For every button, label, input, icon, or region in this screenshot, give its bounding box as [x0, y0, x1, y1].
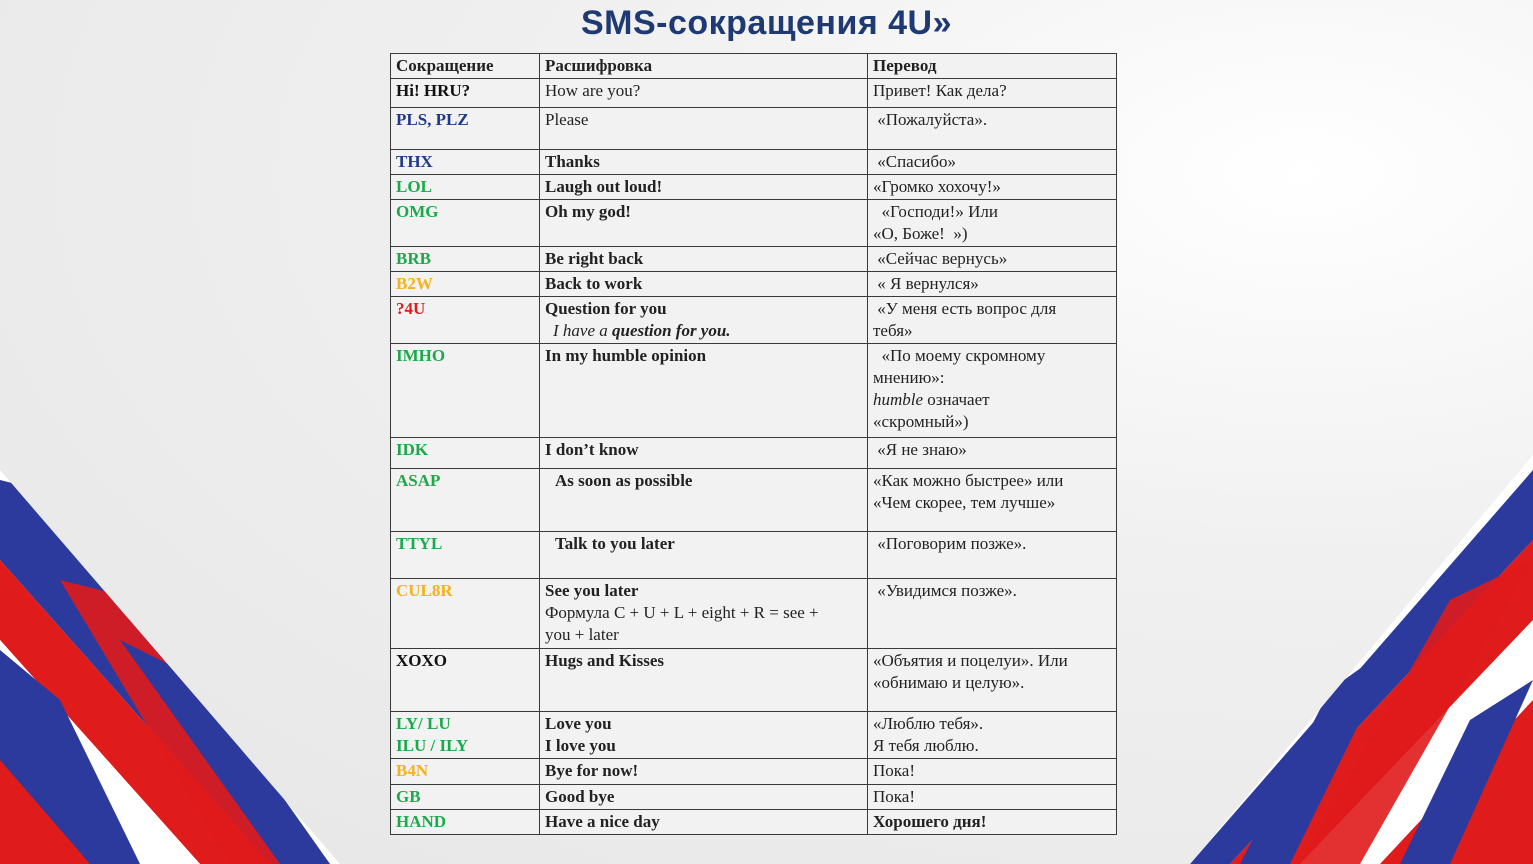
expansion-text-line2: I love you	[545, 736, 616, 755]
expansion-cell	[540, 438, 868, 469]
expansion-text-line2: Формула C + U + L + eight + R = see +	[545, 603, 819, 622]
expansion-cell	[540, 297, 868, 344]
translation-cell	[868, 200, 1117, 247]
translation-text: «Спасибо»	[873, 152, 957, 171]
abbreviation-text: THX	[396, 152, 433, 171]
table-row	[391, 297, 1117, 344]
expansion-cell	[540, 759, 868, 785]
abbreviation-cell	[391, 810, 540, 835]
expansion-text: Oh my god!	[545, 202, 631, 221]
translation-cell	[868, 150, 1117, 175]
translation-text: Хорошего дня!	[873, 812, 987, 831]
page-title: SMS-сокращения 4U»	[580, 4, 953, 42]
abbreviation-cell	[391, 532, 540, 579]
sms-abbreviations-table	[390, 53, 1117, 835]
expansion-text: Good bye	[545, 787, 615, 806]
translation-cell	[868, 297, 1117, 344]
table-row	[391, 79, 1117, 108]
translation-italic-word: humble	[873, 390, 924, 409]
header-abbreviation: Сокращение	[391, 54, 540, 79]
abbreviation-text: IDK	[396, 440, 429, 459]
abbreviation-cell	[391, 247, 540, 272]
translation-text: Пока!	[873, 761, 915, 780]
translation-text: «Господи!» Или	[873, 202, 998, 221]
expansion-cell	[540, 79, 868, 108]
expansion-text: In my humble opinion	[545, 346, 707, 365]
translation-cell	[868, 272, 1117, 297]
expansion-cell	[540, 150, 868, 175]
expansion-text: Question for you	[545, 299, 667, 318]
translation-text: « Я вернулся»	[873, 274, 979, 293]
table-row	[391, 200, 1117, 247]
translation-cell	[868, 759, 1117, 785]
abbreviation-text: HAND	[396, 812, 447, 831]
expansion-cell	[540, 175, 868, 200]
translation-text-line2: «Чем скорее, тем лучше»	[873, 493, 1056, 512]
translation-text: «Пожалуйста».	[873, 110, 988, 129]
translation-text-line2: Я тебя люблю.	[873, 736, 979, 755]
translation-cell	[868, 649, 1117, 712]
translation-text: «Люблю тебя».	[873, 714, 984, 733]
translation-text: «Объятия и поцелуи». Или	[873, 651, 1068, 670]
abbreviation-text: B2W	[396, 274, 433, 293]
abbreviation-cell	[391, 712, 540, 759]
expansion-cell	[540, 532, 868, 579]
expansion-cell	[540, 469, 868, 532]
abbreviation-text: B4N	[396, 761, 429, 780]
abbreviation-cell	[391, 297, 540, 344]
abbreviation-cell	[391, 79, 540, 108]
translation-cell	[868, 108, 1117, 150]
translation-text-rest: означает	[923, 390, 990, 409]
expansion-cell	[540, 247, 868, 272]
translation-text-line2: «О, Боже! »)	[873, 224, 968, 243]
table-row	[391, 712, 1117, 759]
expansion-example	[545, 320, 862, 342]
expansion-text-line3: you + later	[545, 625, 619, 644]
expansion-text: Love you	[545, 714, 612, 733]
translation-cell	[868, 438, 1117, 469]
expansion-text: As soon as possible	[555, 471, 693, 490]
abbreviation-text: CUL8R	[396, 581, 453, 600]
expansion-text: Be right back	[545, 249, 644, 268]
translation-text-line3	[873, 389, 1111, 411]
expansion-text: Laugh out loud!	[545, 177, 663, 196]
expansion-text: Hugs and Kisses	[545, 651, 665, 670]
table-row	[391, 810, 1117, 835]
abbreviation-text: IMHO	[396, 346, 446, 365]
abbreviation-cell	[391, 759, 540, 785]
translation-text: «Как можно быстрее» или	[873, 471, 1064, 490]
expansion-text: Back to work	[545, 274, 643, 293]
translation-text: «Поговорим позже».	[873, 534, 1027, 553]
expansion-cell	[540, 579, 868, 649]
table-row	[391, 532, 1117, 579]
translation-text-line4: «скромный»)	[873, 412, 969, 431]
expansion-cell	[540, 108, 868, 150]
table-row	[391, 759, 1117, 785]
table-row	[391, 150, 1117, 175]
table-row	[391, 469, 1117, 532]
abbreviation-cell	[391, 579, 540, 649]
translation-text: Привет! Как дела?	[873, 81, 1007, 100]
expansion-text: Talk to you later	[555, 534, 675, 553]
translation-cell	[868, 79, 1117, 108]
abbreviation-text: ?4U	[396, 299, 426, 318]
expansion-text: Thanks	[545, 152, 600, 171]
abbreviation-text: XOXO	[396, 651, 447, 670]
expansion-cell	[540, 344, 868, 438]
header-translation: Перевод	[868, 54, 1117, 79]
expansion-cell	[540, 810, 868, 835]
translation-cell	[868, 810, 1117, 835]
translation-text: «По моему скромному	[873, 346, 1046, 365]
abbreviation-cell	[391, 200, 540, 247]
translation-cell	[868, 247, 1117, 272]
table-row	[391, 785, 1117, 810]
abbreviation-text-alt: ILU / ILY	[396, 736, 469, 755]
expansion-text: Please	[545, 110, 589, 129]
translation-text-line2: мнению»:	[873, 368, 945, 387]
table-row	[391, 649, 1117, 712]
expansion-text: I don’t know	[545, 440, 639, 459]
expansion-example-prefix: I have a	[553, 321, 613, 340]
expansion-text: See you later	[545, 581, 639, 600]
table-row	[391, 108, 1117, 150]
translation-cell	[868, 785, 1117, 810]
abbreviation-cell	[391, 150, 540, 175]
translation-cell	[868, 532, 1117, 579]
translation-text: Пока!	[873, 787, 915, 806]
abbreviation-text: LY/ LU	[396, 714, 451, 733]
table-row	[391, 272, 1117, 297]
abbreviation-cell	[391, 344, 540, 438]
translation-cell	[868, 579, 1117, 649]
translation-cell	[868, 344, 1117, 438]
translation-text: «Я не знаю»	[873, 440, 967, 459]
table-row	[391, 247, 1117, 272]
expansion-cell	[540, 272, 868, 297]
expansion-cell	[540, 649, 868, 712]
expansion-cell	[540, 712, 868, 759]
translation-text: «У меня есть вопрос для	[873, 299, 1057, 318]
translation-cell	[868, 469, 1117, 532]
abbreviation-text: Hi! HRU?	[396, 81, 471, 100]
abbreviation-cell	[391, 175, 540, 200]
abbreviation-cell	[391, 438, 540, 469]
abbreviation-cell	[391, 469, 540, 532]
translation-text: «Громко хохочу!»	[873, 177, 1001, 196]
expansion-example-bold: question for you.	[612, 321, 731, 340]
abbreviation-text: PLS, PLZ	[396, 110, 469, 129]
expansion-text: How are you?	[545, 81, 641, 100]
abbreviation-text: OMG	[396, 202, 439, 221]
table-row	[391, 344, 1117, 438]
abbreviation-text: LOL	[396, 177, 432, 196]
abbreviation-cell	[391, 785, 540, 810]
translation-text: «Увидимся позже».	[873, 581, 1017, 600]
abbreviation-text: BRB	[396, 249, 431, 268]
expansion-cell	[540, 785, 868, 810]
translation-cell	[868, 712, 1117, 759]
translation-text-line2: «обнимаю и целую».	[873, 673, 1025, 692]
abbreviation-text: TTYL	[396, 534, 443, 553]
table-row	[391, 175, 1117, 200]
abbreviation-cell	[391, 272, 540, 297]
expansion-text: Have a nice day	[545, 812, 660, 831]
table-row	[391, 438, 1117, 469]
expansion-cell	[540, 200, 868, 247]
translation-text: «Сейчас вернусь»	[873, 249, 1008, 268]
table-header-row	[391, 54, 1117, 79]
expansion-text: Bye for now!	[545, 761, 639, 780]
abbreviation-text: GB	[396, 787, 421, 806]
abbreviation-text: ASAP	[396, 471, 441, 490]
translation-text-line2: тебя»	[873, 321, 913, 340]
abbreviation-cell	[391, 649, 540, 712]
header-expansion: Расшифровка	[540, 54, 868, 79]
table-row	[391, 579, 1117, 649]
translation-cell	[868, 175, 1117, 200]
abbreviation-cell	[391, 108, 540, 150]
